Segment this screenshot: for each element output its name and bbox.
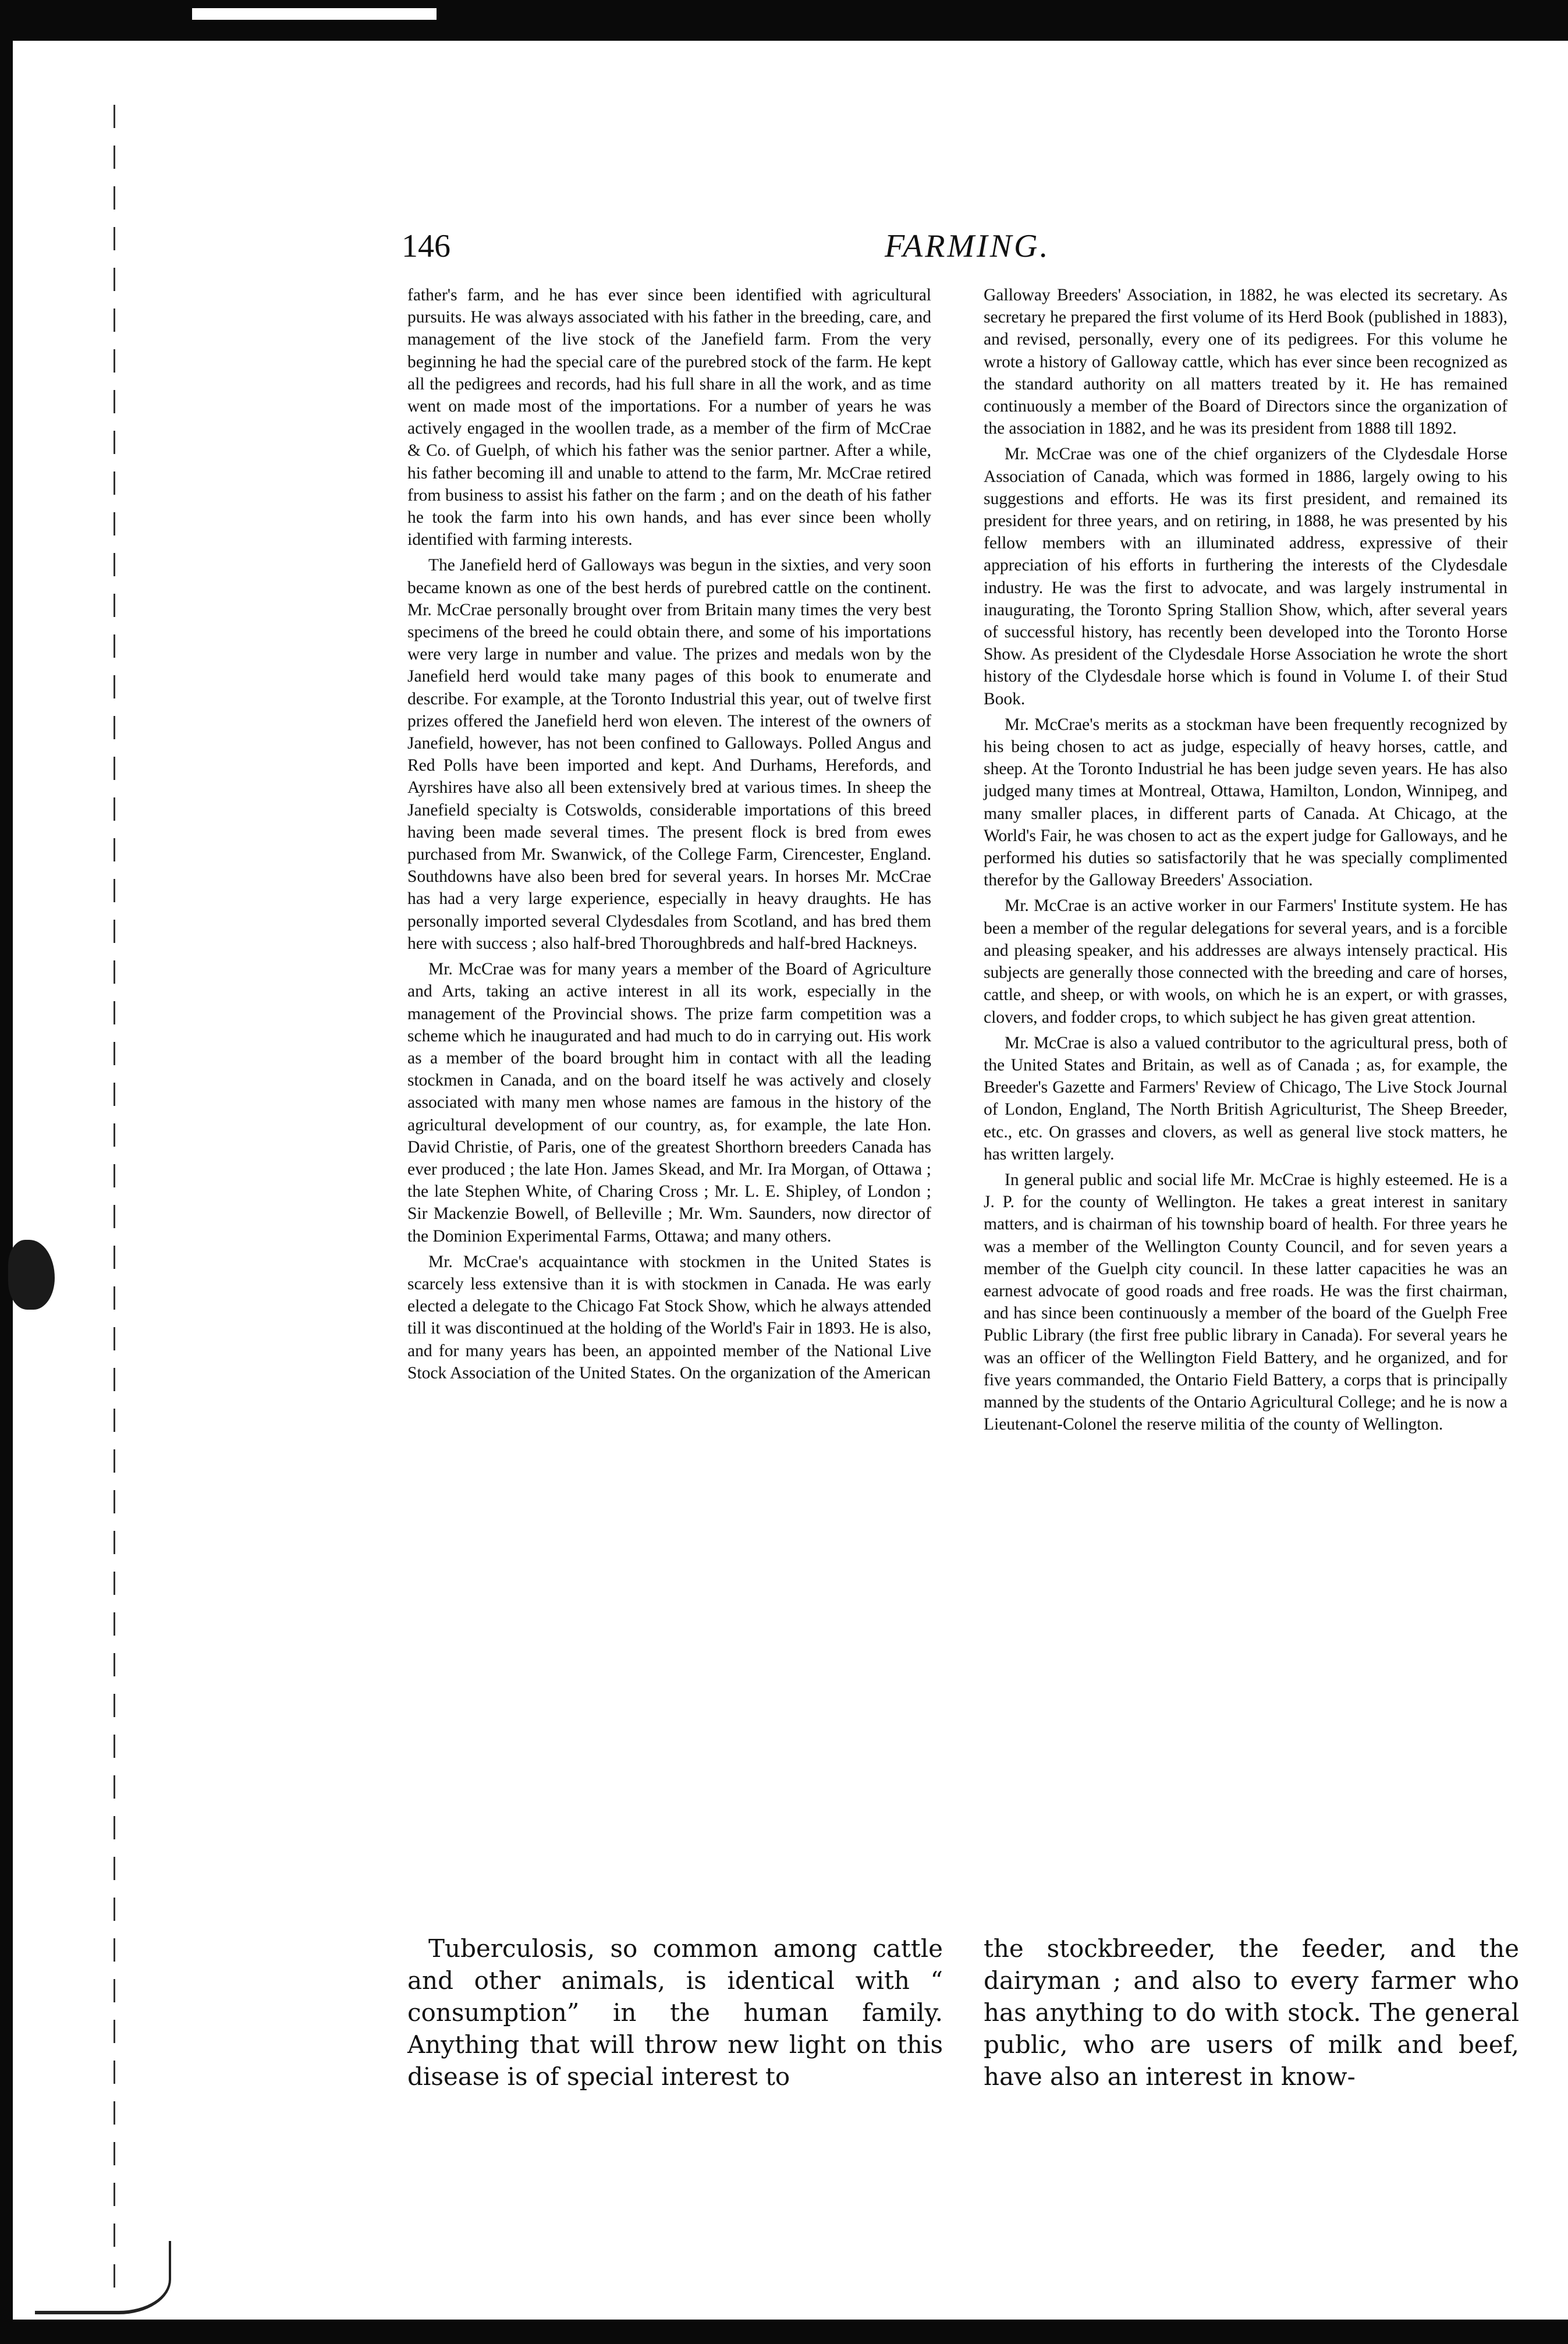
page-number: 146 <box>402 228 450 264</box>
scan-page-fold <box>35 2241 171 2314</box>
paragraph: Mr. McCrae was for many years a member of the Board of Agriculture and Arts, taking an active interest in all its work, especially in the management of the Provincial shows. The prize farm competition was a scheme which he inaugurated and had much to do in carrying out. His work as a member of the board brought him in contact with all the leading stockmen in Canada, and on the board itself he was actively and closely associated with many men whose names are famous in the history of the agricultural development of our country, as, for example, the late Hon. David Christie, of Paris, one of the greatest Shorthorn breeders Canada has ever produced ; the late Hon. James Skead, and Mr. Ira Morgan, of Ottawa ; the late Stephen White, of Charing Cross ; Mr. L. E. Shipley, of London ; Sir Mackenzie Bowell, of Belleville ; Mr. Wm. Saunders, now director of the Dominion Experimental Farms, Ottawa; and many others. <box>407 960 931 1246</box>
paragraph: The Janefield herd of Galloways was begun in the sixties, and very soon became known as one of the best herds of purebred cattle on the continent. Mr. McCrae personally brought over from Britain many times the very best specimens of the breed he could obtain there, and some of his importations were very large in number and value. The prizes and medals won by the Janefield herd would take many pages of this book to enumerate and describe. For example, at the Toronto Industrial this year, out of twelve first prizes offered the Janefield herd won eleven. The interest of the owners of Janefield, however, has not been confined to Galloways. Polled Angus and Red Polls have been imported and kept. And Durhams, Herefords, and Ayrshires have also all been extensively bred at various times. In sheep the Janefield specialty is Cotswolds, considerable importations of this breed having been made several times. The present flock is bred from ewes purchased from Mr. Swanwick, of the College Farm, Cirencester, England. Southdowns have also been bred for several years. In horses Mr. McCrae has had a very large experience, especially in heavy draughts. He has personally imported several Clydesdales from Scotland, and has bred them here with success ; also half-bred Thoroughbreds and half-bred Hackneys. <box>407 556 931 953</box>
bottom-article-right <box>984 1932 1519 2093</box>
bottom-article-left <box>407 1932 943 2093</box>
scan-border-bottom <box>0 2320 1568 2344</box>
scan-border-left <box>0 0 13 2344</box>
paragraph: father's farm, and he has ever since been identified with agricultural pursuits. He was always associated with his father in the breeding, care, and management of the live stock of the Janefield farm. From the very beginning he had the special care of the purebred stock of the farm. He kept all the pedigrees and records, had his full share in all the work, and as time went on made most of the importations. For a number of years he was actively engaged in the woollen trade, as a member of the firm of McCrae & Co. of Guelph, of which his father was the senior partner. After a while, his father becoming ill and unable to attend to the farm, Mr. McCrae retired from business to assist his father on the farm ; and on the death of his father he took the farm into his own hands, and has ever since been wholly identified with farming interests. <box>407 286 931 549</box>
paragraph: Mr. McCrae is an active worker in our Farmers' Institute system. He has been a member of the regular delegations for several years, and is a forcible and pleasing speaker, and his addresses are always intensely practical. His subjects are generally those connected with the breeding and care of horses, cattle, and sheep, or with wools, on which he is an expert, or with grasses, clovers, and fodder crops, to which subject he has given great attention. <box>984 896 1507 1027</box>
scan-border-top <box>0 0 1568 41</box>
paragraph: Galloway Breeders' Association, in 1882, he was elected its secretary. As secretary he prepared the first volume of its Herd Book (published in 1883), and revised, personally, every one of its pedigrees. For this volume he wrote a history of Galloway cattle, which has ever since been recognized as the standard authority on all matters treated by it. He has remained continuously a member of the Board of Directors since the organization of the association in 1882, and he was its president from 1888 till 1892. <box>984 286 1507 438</box>
right-column <box>984 284 1507 1435</box>
scan-border-gap <box>192 8 437 20</box>
running-head: FARMING. <box>885 228 1051 264</box>
paragraph: Mr. McCrae's acquaintance with stockmen in the United States is scarcely less extensive than it is with stockmen in Canada. He was early elected a delegate to the Chicago Fat Stock Show, which he always attended till it was discontinued at the holding of the World's Fair in 1893. He is also, and for many years has been, an appointed member of the National Live Stock Association of the United States. On the organization of the American <box>407 1252 932 1382</box>
paragraph: Tuberculosis, so common among cattle and other animals, is identical with “ consumption” in the human family. Anything that will throw new light on this disease is of special interest to <box>407 1934 943 2091</box>
paragraph: Mr. McCrae is also a valued contributor to the agricultural press, both of the United States and Britain, as well as of Canada ; as, for example, the Breeder's Gazette and Farmers' Review of Chicago, The Live Stock Journal of London, England, The North British Agriculturist, The Sheep Breeder, etc., etc. On grasses and clovers, as well as general live stock matters, he has written largely. <box>984 1033 1507 1164</box>
paragraph: In general public and social life Mr. McCrae is highly esteemed. He is a J. P. for the county of Wellington. He takes a great interest in sanitary matters, and is chairman of his township board of health. For three years he was a member of the Wellington County Council, and for seven years a member of the Guelph city council. In these latter capacities he was an earnest advocate of good roads and free roads. He was the first chairman, and has since been continuously a member of the board of the Guelph Free Public Library (the first free public library in Canada). For several years he was an officer of the Wellington Field Battery, and he organized, and for five years commanded, the Ontario Field Battery, a corps that is principally manned by the students of the Ontario Agricultural College; and he is now a Lieutenant-Colonel the reserve militia of the county of Wellington. <box>984 1170 1507 1434</box>
scan-spine-line <box>113 105 115 2293</box>
paragraph: Mr. McCrae was one of the chief organizers of the Clydesdale Horse Association of Canada, which was formed in 1886, largely owing to his suggestions and efforts. He was its first president, and remained its president for three years, and on retiring, in 1888, he was presented by his fellow members with an illuminated address, expressive of their appreciation of his efforts in furthering the interests of the Clydesdale industry. He was the first to advocate, and was largely instrumental in inaugurating, the Toronto Spring Stallion Show, which, after several years of successful history, has recently been developed into the Toronto Horse Show. As president of the Clydesdale Horse Association he wrote the short history of the Clydesdale horse which is found in Volume I. of their Stud Book. <box>984 445 1507 708</box>
paragraph: the stockbreeder, the feeder, and the dairyman ; and also to every farmer who has anything to do with stock. The general public, who are users of milk and beef, have also an interest in know- <box>984 1934 1519 2091</box>
left-column <box>407 284 931 1384</box>
scan-ink-blot <box>8 1240 55 1310</box>
paragraph: Mr. McCrae's merits as a stockman have been frequently recognized by his being chosen to act as judge, especially of heavy horses, cattle, and sheep. At the Toronto Industrial he has been judge seven years. He has also judged many times at Montreal, Ottawa, Hamilton, London, Winnipeg, and many smaller places, in different parts of Canada. At Chicago, at the World's Fair, he was chosen to act as the expert judge for Galloways, and he performed his duties so satisfactorily that he was specially complimented therefor by the Galloway Breeders' Association. <box>984 715 1507 890</box>
